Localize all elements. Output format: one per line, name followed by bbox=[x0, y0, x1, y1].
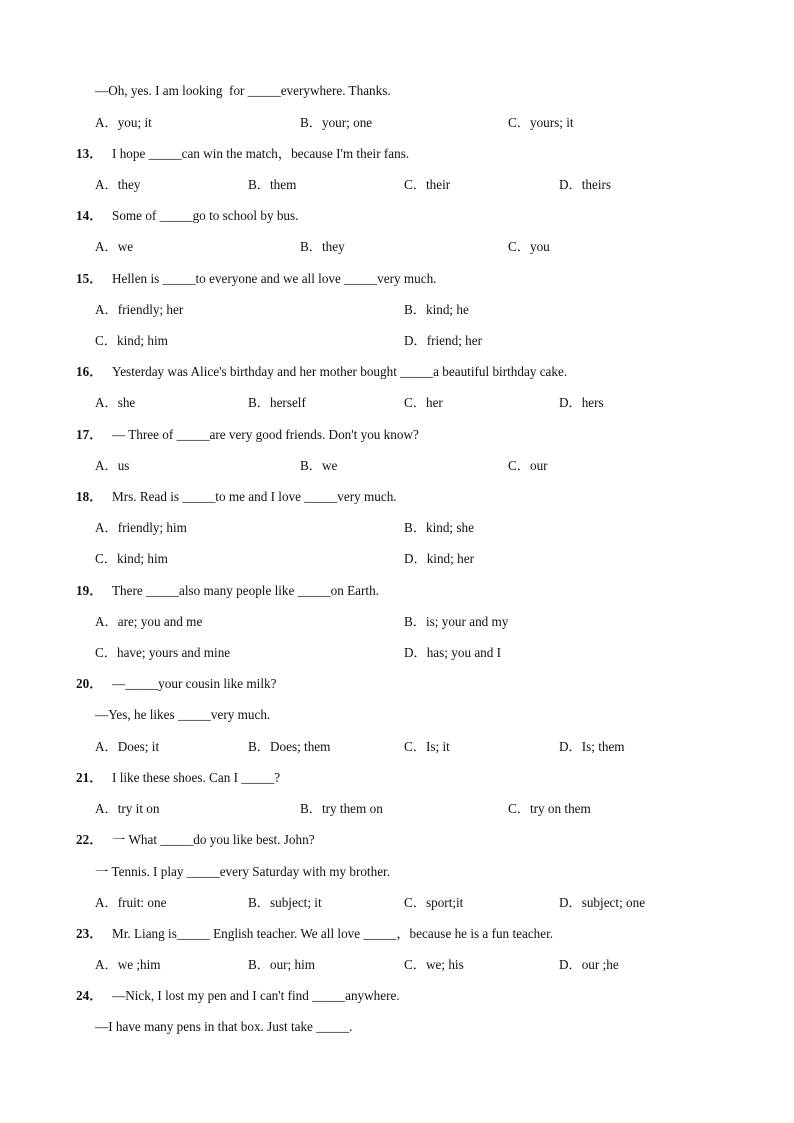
q21-option-b[interactable]: B．try them on bbox=[300, 801, 383, 816]
question-text: — Three of _____are very good friends. Don't you know? bbox=[112, 427, 419, 442]
q20-option-d[interactable]: D．Is; them bbox=[559, 739, 625, 754]
q19-option-a[interactable]: A．are; you and me bbox=[95, 614, 203, 629]
q19-option-d[interactable]: D．has; you and I bbox=[404, 645, 502, 660]
question-13 bbox=[76, 146, 409, 162]
q16-option-a[interactable]: A．she bbox=[95, 395, 136, 410]
q14-option-b[interactable]: B．they bbox=[300, 239, 345, 254]
question-text: Some of _____go to school by bus. bbox=[112, 208, 299, 223]
question-number: 18． bbox=[76, 489, 103, 504]
q16-option-b[interactable]: B．herself bbox=[248, 395, 306, 410]
q18-option-d[interactable]: D．kind; her bbox=[404, 551, 474, 566]
question-text: —_____your cousin like milk? bbox=[112, 676, 277, 691]
question-24 bbox=[76, 988, 400, 1004]
q16-option-c[interactable]: C．her bbox=[404, 395, 443, 410]
q19-option-c[interactable]: C．have; yours and mine bbox=[95, 645, 231, 660]
question-text: There _____also many people like _____on Earth. bbox=[112, 583, 379, 598]
question-text: I like these shoes. Can I _____? bbox=[112, 770, 281, 785]
question-16 bbox=[76, 364, 567, 380]
q22-option-c[interactable]: C．sport;it bbox=[404, 895, 464, 910]
q22-option-d[interactable]: D．subject; one bbox=[559, 895, 646, 910]
question-number: 21． bbox=[76, 770, 103, 785]
q23-option-d[interactable]: D．our ;he bbox=[559, 957, 619, 972]
question-text: Yesterday was Alice's birthday and her mother bought _____a beautiful birthday cake. bbox=[112, 364, 568, 379]
question-20-line-2: —Yes, he likes _____very much. bbox=[95, 707, 271, 722]
question-text: 一 What _____do you like best. John? bbox=[112, 832, 315, 847]
q13-option-c[interactable]: C．their bbox=[404, 177, 451, 192]
q13-option-d[interactable]: D．theirs bbox=[559, 177, 612, 192]
q18-option-b[interactable]: B．kind; she bbox=[404, 520, 474, 535]
question-number: 19． bbox=[76, 583, 103, 598]
q22-option-a[interactable]: A．fruit: one bbox=[95, 895, 167, 910]
q15-option-d[interactable]: D．friend; her bbox=[404, 333, 482, 348]
question-number: 20． bbox=[76, 676, 103, 691]
question-22-line-2: 一 Tennis. I play _____every Saturday with my brother. bbox=[95, 864, 391, 879]
question-17 bbox=[76, 427, 419, 443]
q15-option-c[interactable]: C．kind; him bbox=[95, 333, 168, 348]
question-14 bbox=[76, 208, 298, 224]
question-24-line-2: —I have many pens in that box. Just take _____. bbox=[95, 1019, 353, 1034]
q17-option-c[interactable]: C．our bbox=[508, 458, 548, 473]
question-number: 14． bbox=[76, 208, 103, 223]
question-number: 15． bbox=[76, 271, 103, 286]
question-19 bbox=[76, 583, 379, 599]
q12-option-c[interactable]: C．yours; it bbox=[508, 115, 574, 130]
q15-option-b[interactable]: B．kind; he bbox=[404, 302, 469, 317]
q22-option-b[interactable]: B．subject; it bbox=[248, 895, 322, 910]
question-12-line-2: —Oh, yes. I am looking for _____everywhere. Thanks. bbox=[95, 83, 391, 98]
q20-option-b[interactable]: B．Does; them bbox=[248, 739, 331, 754]
question-21 bbox=[76, 770, 280, 786]
question-number: 13． bbox=[76, 146, 103, 161]
q12-option-b[interactable]: B．your; one bbox=[300, 115, 373, 130]
q13-option-b[interactable]: B．them bbox=[248, 177, 297, 192]
q23-option-c[interactable]: C．we; his bbox=[404, 957, 464, 972]
question-number: 17． bbox=[76, 427, 103, 442]
question-number: 22． bbox=[76, 832, 103, 847]
q20-option-c[interactable]: C．Is; it bbox=[404, 739, 450, 754]
q23-option-b[interactable]: B．our; him bbox=[248, 957, 316, 972]
q21-option-c[interactable]: C．try on them bbox=[508, 801, 591, 816]
q19-option-b[interactable]: B．is; your and my bbox=[404, 614, 509, 629]
q17-option-a[interactable]: A．us bbox=[95, 458, 130, 473]
question-23 bbox=[76, 926, 553, 942]
q15-option-a[interactable]: A．friendly; her bbox=[95, 302, 184, 317]
q20-option-a[interactable]: A．Does; it bbox=[95, 739, 160, 754]
q16-option-d[interactable]: D．hers bbox=[559, 395, 604, 410]
q13-option-a[interactable]: A．they bbox=[95, 177, 141, 192]
q21-option-a[interactable]: A．try it on bbox=[95, 801, 160, 816]
question-number: 24． bbox=[76, 988, 103, 1003]
question-number: 23． bbox=[76, 926, 103, 941]
q18-option-c[interactable]: C．kind; him bbox=[95, 551, 168, 566]
question-number: 16． bbox=[76, 364, 103, 379]
question-15 bbox=[76, 271, 436, 287]
question-22 bbox=[76, 832, 315, 848]
question-text: I hope _____can win the match，because I'm their fans. bbox=[112, 146, 410, 161]
q12-option-a[interactable]: A．you; it bbox=[95, 115, 152, 130]
q14-option-c[interactable]: C．you bbox=[508, 239, 550, 254]
question-20 bbox=[76, 676, 276, 692]
q23-option-a[interactable]: A．we ;him bbox=[95, 957, 161, 972]
q17-option-b[interactable]: B．we bbox=[300, 458, 338, 473]
question-text: Mr. Liang is_____ English teacher. We all love _____，because he is a fun teacher. bbox=[112, 926, 554, 941]
q14-option-a[interactable]: A．we bbox=[95, 239, 134, 254]
q18-option-a[interactable]: A．friendly; him bbox=[95, 520, 187, 535]
question-18 bbox=[76, 489, 397, 505]
question-text: —Nick, I lost my pen and I can't find _____anywhere. bbox=[112, 988, 400, 1003]
question-text: Mrs. Read is _____to me and I love _____very much. bbox=[112, 489, 397, 504]
question-text: Hellen is _____to everyone and we all love _____very much. bbox=[112, 271, 437, 286]
